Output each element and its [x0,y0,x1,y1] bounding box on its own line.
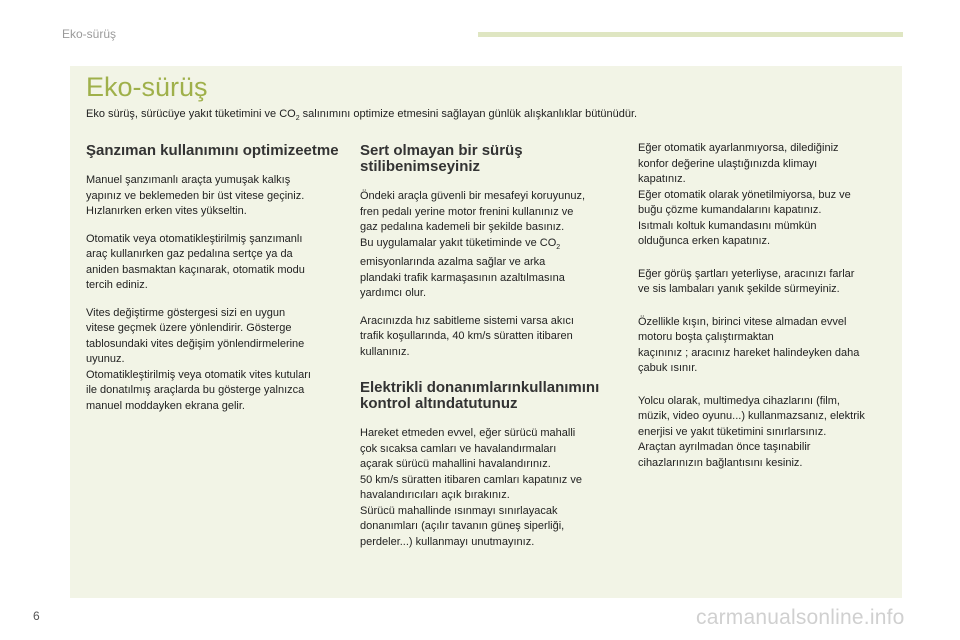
paragraph-gear-indicator [86,306,348,415]
text-line: enerjisi ve yakıt tüketimini sınırlarsınız. [638,425,827,438]
text-line: kullanınız. [360,345,410,358]
text-line: Hareket etmeden evvel, eğer sürücü mahalli [360,427,576,440]
text-line: benimseyiniz [385,158,481,175]
paragraph-safe-distance [360,189,622,302]
text-line: manuel moddayken ekrana gelir. [86,399,245,412]
text-line: çabuk ısınır. [638,362,698,374]
text-line: Hızlanırken erken vites yükseltin. [86,205,247,217]
text-line: müzik, video oyunu...) kullanmazsanız, elektrik [638,410,865,422]
section-heading-driving-style [360,143,622,175]
text-line: Otomatikleştirilmiş veya otomatik vites kutuları [86,368,311,381]
text-line: Araçtan ayrılmadan önce taşınabilir [638,441,811,453]
text-line: Elektrikli donanımların [360,379,521,397]
text-line: etme [303,142,339,159]
text-line: Öndeki araçla güvenli bir mesafeyi koruyunuz, [360,190,586,202]
text-line: vitese geçmek üzere yönlendirir. Gösterge [86,322,292,334]
text-line: kullanımını kontrol altında [360,379,600,413]
text-line: tutunuz [463,395,518,413]
intro-co2-subscript: 2 [295,115,300,123]
text-line: açarak sürücü mahallini havalandırınız. [360,458,551,471]
paragraph-cruise-control [360,314,622,361]
paragraph-air-conditioning [638,141,900,250]
text-line: gaz pedalına kademeli bir şekilde basınız. [360,221,565,233]
paragraph-multimedia [638,394,900,472]
text-line: tablosundaki vites değişim yönlendirmelerine [86,337,305,350]
text-line: emisyonlarında azalma sağlar ve arka [360,256,546,269]
text-line: Eğer görüş şartları yeterliyse, aracınızı farlar [638,267,855,280]
page-number: 6 [33,609,40,623]
safe-distance-lines [360,189,622,236]
column-3 [638,141,900,488]
column-1 [86,143,348,426]
text-line: kaçınınız ; aracınız hareket halindeyken daha [638,346,860,359]
text-line: Vites değiştirme göstergesi sizi en uygun [86,306,286,319]
text-line: olduğunca erken kapatınız. [638,235,771,247]
co2-line [360,236,622,256]
text-line: donanımları (açılır tavanın güneş siperliği, [360,520,565,533]
text-line: yapınız ve beklemeden bir üst vitese geçiniz. [86,189,305,202]
header-accent-bar [478,32,903,37]
text-line: tercih ediniz. [86,279,148,291]
intro-text-after: salınımını optimize etmesini sağlayan günlük alışkanlıklar bütünüdür. [299,108,638,120]
text-line: araç kullanırken gaz pedalına sertçe ya da [86,248,293,260]
intro-text-before: Eko sürüş, sürücüye yakıt tüketimini ve CO [86,108,296,120]
paragraph-automatic-transmission [86,232,348,294]
text-line: buğu çözme kumandalarını kapatınız. [638,204,822,216]
text-line: Yolcu olarak, multimedya cihazlarını (film, [638,394,840,407]
text-line: fren pedalı yerine motor frenini kullanınız ve [360,205,574,218]
running-header-title: Eko-sürüş [62,27,117,41]
text-line: perdeler...) kullanmayı unutmayınız. [360,535,535,548]
text-line: ile donatılmış araçlarda bu gösterge yalnızca [86,384,305,396]
text-line: aniden basmaktan kaçınarak, otomatik modu [86,263,305,276]
text-line: Sürücü mahallinde ısınmayı sınırlayacak [360,504,558,517]
text-line: uyunuz. [86,353,125,365]
text-line: çok sıcaksa camları ve havalandırmaları [360,442,557,455]
paragraph-manual-transmission [86,173,348,220]
text-line: Manuel şanzımanlı araçta yumuşak kalkış [86,174,291,186]
text-line: Isıtmalı koltuk kumandasını mümkün [638,219,817,232]
text-line: 50 km/s süratten itibaren camları kapatınız ve [360,473,582,486]
page-title: Eko-sürüş [86,72,208,102]
text-line: motoru boşta çalıştırmaktan [638,331,774,343]
section-heading-electrical [360,380,622,412]
text-line: Eğer otomatik olarak yönetilmiyorsa, buz ve [638,188,851,201]
co2-line-subscript: 2 [556,243,561,251]
text-line: Aracınızda hız sabitleme sistemi varsa akıcı [360,314,574,327]
paragraph-headlamps [638,267,900,298]
text-line: havalandırıcıları açık bırakınız. [360,489,510,502]
text-line: Şanzıman kullanımını optimize [86,142,304,159]
text-line: Otomatik veya otomatikleştirilmiş şanzımanlı [86,232,303,245]
paragraph-winter-engine [638,315,900,377]
paragraph-ventilation [360,426,622,550]
text-line: Özellikle kışın, birinci vitese almadan evvel [638,315,847,328]
text-line: kapatınız. [638,173,686,185]
safe-distance-rest [360,255,622,302]
text-line: trafik koşullarında, 40 km/s süratten itibaren [360,330,573,343]
text-line: ve sis lambaları yanık şekilde sürmeyiniz. [638,283,840,295]
intro-paragraph [86,108,886,122]
watermark: carmanualsonline.info [696,606,905,629]
co2-line-text: Bu uygulamalar yakıt tüketiminde ve CO [360,236,557,249]
column-2 [360,143,622,562]
section-heading-transmission [86,143,348,159]
text-line: yardımcı olur. [360,287,427,300]
text-line: Sert olmayan bir sürüş stili [360,142,523,175]
text-line: cihazlarınızın bağlantısını kesiniz. [638,456,803,469]
text-line: plandaki trafik karmaşasının azaltılmasına [360,271,565,284]
text-line: Eğer otomatik ayarlanmıyorsa, dilediğiniz [638,142,839,154]
text-line: konfor değerine ulaştığınızda klimayı [638,157,818,170]
